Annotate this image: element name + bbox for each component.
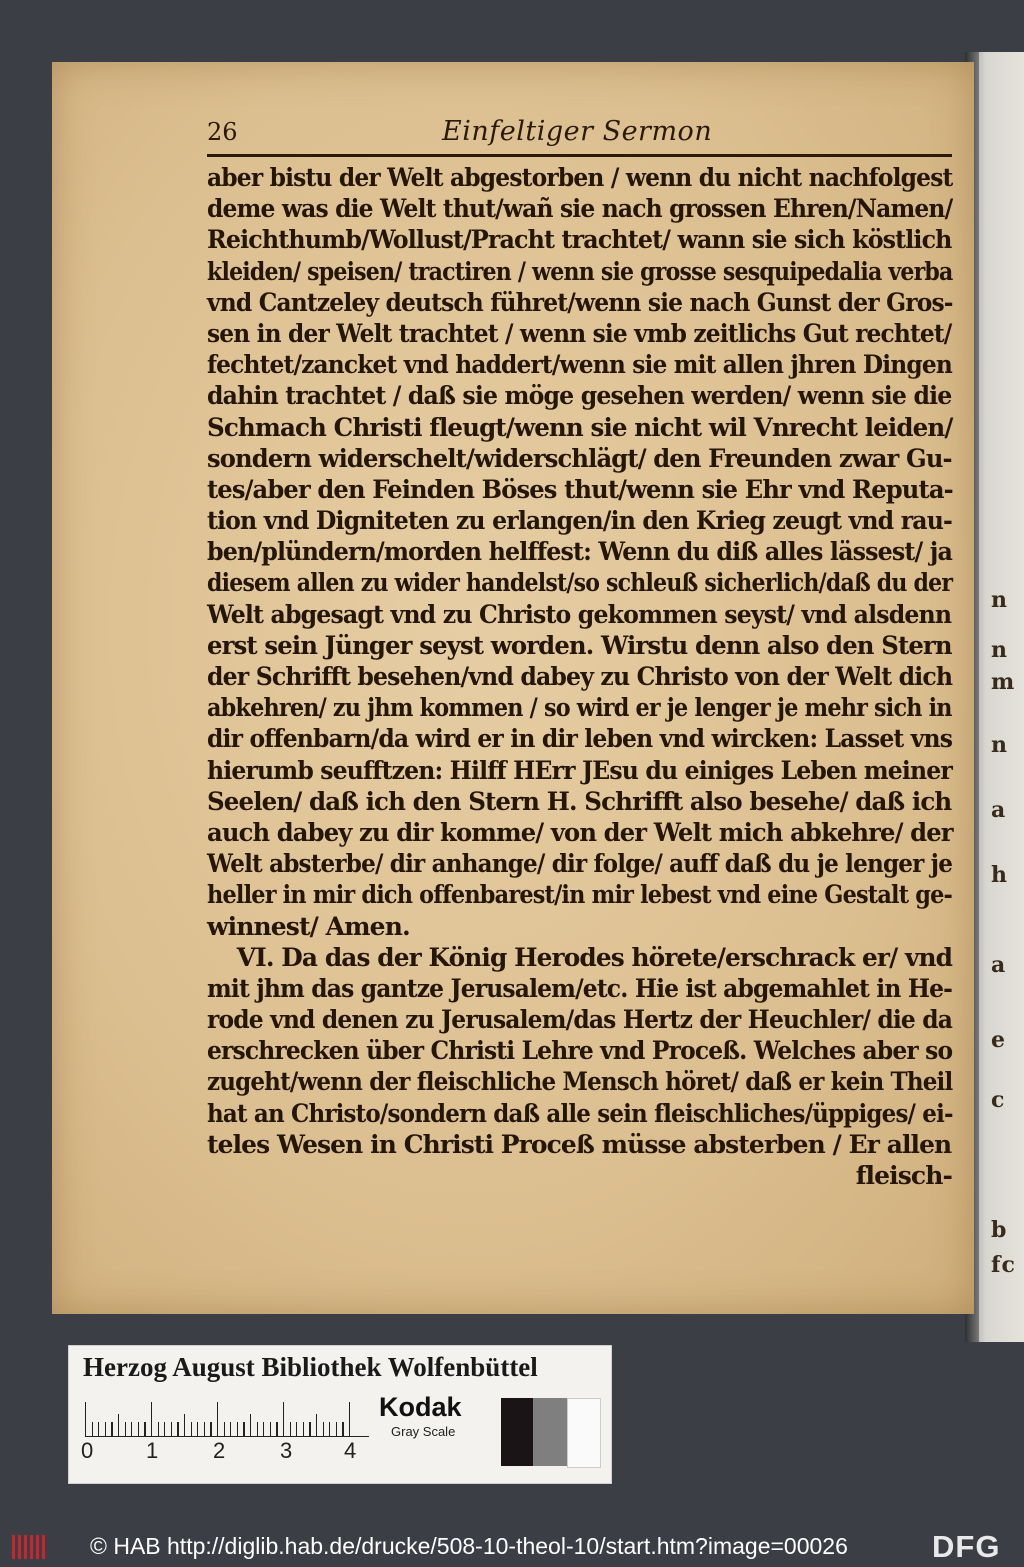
text-line: fleisch- [855,1161,952,1190]
ruler-tick [329,1422,330,1436]
text-line: aber bistu der Welt abgestorben / wenn du nicht nachfolgest [207,163,953,192]
adjacent-page-fragment: b [991,1217,1008,1243]
ruler-tick [276,1422,277,1436]
text-line: zugeht/wenn der fleischliche Mensch höret/ daß er kein Theil [207,1067,953,1097]
text-line: auch dabey zu dir komme/ von der Welt mich abkehre/ der [207,817,953,847]
text-line: kleiden/ speisen/ tractiren / wenn sie grosse sesquipedalia verba [207,256,953,286]
ruler-tick [283,1402,284,1436]
ruler-tick [158,1422,159,1436]
adjacent-page-fragment: a [991,952,1007,978]
ruler-tick [177,1422,178,1436]
ruler-tick [98,1422,99,1436]
text-line: deme was die Welt thut/wañ sie nach grossen Ehren/Namen/ [207,194,953,224]
ruler-tick [131,1422,132,1436]
ruler-tick [309,1422,310,1436]
adjacent-page-fragment: n [991,587,1008,613]
ruler-tick [237,1422,238,1436]
ruler-tick [349,1402,350,1436]
text-line: Schmach Christi fleugt/wenn sie nicht wil Vnrecht leiden/ [207,412,953,442]
scale-ruler [85,1400,369,1437]
adjacent-page-fragment: c [991,1087,1006,1113]
adjacent-page-fragment: h [991,862,1008,888]
ruler-tick [92,1422,93,1436]
ruler-tick [210,1422,211,1436]
text-line: tion vnd Digniteten zu erlangen/in den Krieg zeugt vnd rau- [207,506,952,536]
adjacent-page-fragment: fc [991,1252,1016,1278]
text-line: Welt absterbe/ dir anhange/ dir folge/ auff daß du je lenger je [207,849,953,879]
text-line: sen in der Welt trachtet / wenn sie vmb zeitlichs Gut rechtet/ [207,318,952,348]
text-line: abkehren/ zu jhm kommen / so wird er je lenger je mehr sich in [207,693,952,723]
scanned-page [52,62,974,1314]
text-line: vnd Cantzeley deutsch führet/wenn sie nach Gunst der Gros- [207,287,953,317]
ruler-tick [184,1414,185,1436]
source-url-credit[interactable]: © HAB http://diglib.hab.de/drucke/508-10-theol-10/start.htm?image=00026 [90,1533,848,1559]
ruler-tick [151,1402,152,1436]
running-head [52,112,974,152]
ruler-tick [111,1422,112,1436]
text-line: hat an Christo/sondern daß alle sein fleischliches/üppiges/ ei- [207,1098,953,1128]
ruler-tick [250,1414,251,1436]
ruler-tick [138,1422,139,1436]
ruler-tick [204,1422,205,1436]
text-line: dir offenbarn/da wird er in dir leben vnd wircken: Lasset vns [207,724,953,754]
ruler-tick [224,1422,225,1436]
footer-bar [0,1527,1024,1567]
ruler-tick [118,1414,119,1436]
text-line: Welt abgesagt vnd zu Christo gekommen seyst/ vnd alsdenn [207,599,952,629]
text-line: der Schrifft besehen/vnd dabey zu Christo von der Welt dich [207,662,953,691]
text-line: Reichthumb/Wollust/Pracht trachtet/ wann sie sich köstlich [207,225,952,255]
kodak-logo: Kodak [379,1392,462,1422]
ruler-tick [171,1422,172,1436]
adjacent-page-fragment: a [991,797,1007,823]
text-line: VI. Da das der König Herodes hörete/erschrack er/ vnd [236,942,953,972]
ruler-number: 0 [81,1438,94,1463]
ruler-tick [105,1422,106,1436]
text-line: heller in mir dich offenbarest/in mir lebest vnd eine Gestalt ge- [207,880,953,910]
ruler-tick [164,1422,165,1436]
text-line: dahin trachtet / daß sie möge gesehen werden/ wenn sie die [207,381,952,411]
ruler-tick [323,1422,324,1436]
text-line: mit jhm das gantze Jerusalem/etc. Hie ist abgemahlet in He- [207,973,953,1003]
gray-swatch-mid [533,1398,567,1466]
ruler-number: 1 [146,1438,159,1463]
text-line: hierumb seufftzen: Hilff HErr JEsu du einiges Leben meiner [207,755,952,785]
running-head-title: Einfeltiger Sermon [442,116,713,147]
ruler-tick [243,1422,244,1436]
text-line: diesem allen zu wider handelst/so schleuß sicherlich/daß du der [207,568,953,598]
text-line: erschrecken über Christi Lehre vnd Proceß. Welches aber so [207,1036,953,1066]
ruler-tick [290,1422,291,1436]
ruler-tick [197,1422,198,1436]
text-line: winnest/ Amen. [207,911,410,941]
hab-logo-icon [12,1533,46,1561]
gray-swatch-white [567,1398,601,1468]
ruler-tick [217,1402,218,1436]
ruler-number: 3 [280,1438,293,1463]
library-scan-label [68,1345,612,1484]
ruler-tick [144,1422,145,1436]
library-name: Herzog August Bibliothek Wolfenbüttel [83,1352,538,1382]
adjacent-page-fragment: e [991,1027,1006,1053]
ruler-tick [336,1422,337,1436]
ruler-tick [85,1402,86,1436]
ruler-tick [296,1422,297,1436]
text-line: rode vnd denen zu Jerusalem/das Hertz der Heuchler/ die da [207,1005,953,1035]
ruler-number: 4 [344,1438,357,1463]
text-line: tes/aber den Feinden Böses thut/wenn sie Ehr vnd Reputa- [207,474,953,504]
adjacent-page-fragment: n [991,732,1008,758]
dfg-logo: DFG [932,1529,1001,1564]
ruler-tick [263,1422,264,1436]
text-line: Seelen/ daß ich den Stern H. Schrifft also besehe/ daß ich [207,786,952,816]
text-line: erst sein Jünger seyst worden. Wirstu denn also den Stern [207,630,952,660]
gray-swatch-black [501,1398,533,1466]
text-line: sondern widerschelt/widerschlägt/ den Freunden zwar Gu- [207,443,952,473]
ruler-tick [230,1422,231,1436]
adjacent-page-fragment: m [991,669,1016,695]
ruler-tick [191,1422,192,1436]
text-line: fechtet/zancket vnd haddert/wenn sie mit allen jhren Dingen [207,350,952,380]
text-line: teles Wesen in Christi Proceß müsse absterben / Er allen [207,1129,952,1159]
ruler-numbers [69,1438,369,1468]
ruler-tick [257,1422,258,1436]
adjacent-page-fragment: n [991,637,1008,663]
text-line: ben/plündern/morden helffest: Wenn du diß alles lässest/ ja [207,537,953,567]
ruler-tick [125,1422,126,1436]
ruler-tick [303,1422,304,1436]
page-number: 26 [207,118,238,146]
ruler-tick [316,1414,317,1436]
ruler-number: 2 [213,1438,226,1463]
kodak-subtitle: Gray Scale [391,1424,456,1439]
body-text [207,162,952,1191]
ruler-tick [270,1422,271,1436]
ruler-tick [342,1422,343,1436]
header-rule [207,154,952,157]
